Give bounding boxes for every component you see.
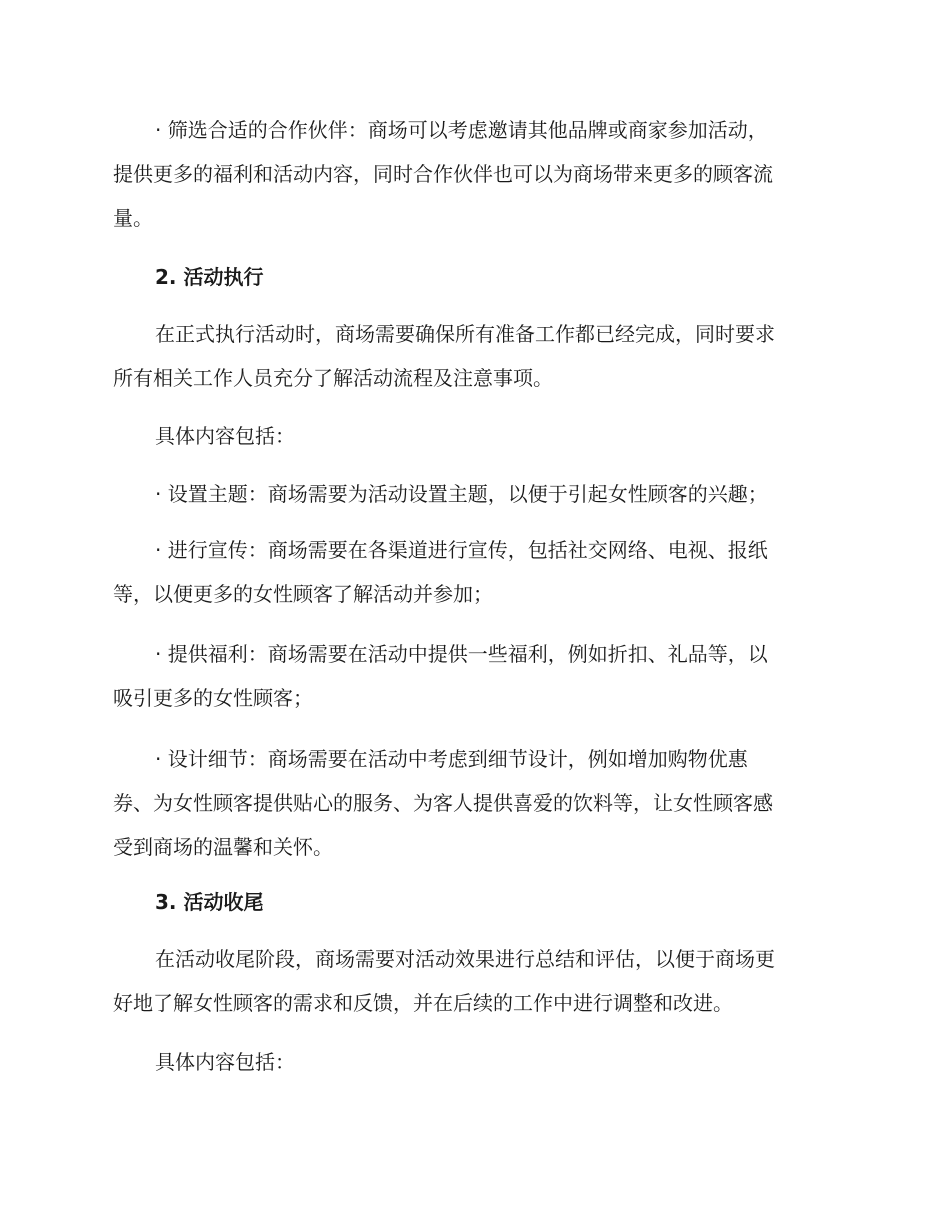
section-heading-closing: 3. 活动收尾	[155, 890, 264, 914]
paragraph-line: 好地了解女性顾客的需求和反馈，并在后续的工作中进行调整和改进。	[113, 991, 733, 1015]
bullet-line: · 提供福利：商场需要在活动中提供一些福利，例如折扣、礼品等，以	[155, 642, 768, 666]
bullet-line: · 设计细节：商场需要在活动中考虑到细节设计，例如增加购物优惠	[155, 747, 748, 771]
paragraph-line: · 筛选合适的合作伙伴：商场可以考虑邀请其他品牌或商家参加活动，	[155, 118, 768, 142]
execution-intro-paragraph	[113, 312, 833, 400]
bullet-line: · 设置主题：商场需要为活动设置主题，以便于引起女性顾客的兴趣；	[155, 482, 768, 506]
bullet-line: 等，以便更多的女性顾客了解活动并参加；	[113, 582, 493, 606]
bullet-theme	[113, 472, 833, 516]
paragraph-line: 在正式执行活动时，商场需要确保所有准备工作都已经完成，同时要求	[155, 322, 775, 346]
content-label	[113, 414, 833, 458]
paragraph-line: 所有相关工作人员充分了解活动流程及注意事项。	[113, 366, 553, 390]
bullet-line: 受到商场的温馨和关怀。	[113, 835, 333, 859]
paragraph-line: 在活动收尾阶段，商场需要对活动效果进行总结和评估，以便于商场更	[155, 947, 775, 971]
bullet-details	[113, 737, 833, 869]
paragraph-line: 具体内容包括：	[155, 424, 295, 448]
bullet-line: · 进行宣传：商场需要在各渠道进行宣传，包括社交网络、电视、报纸	[155, 538, 768, 562]
bullet-benefits	[113, 632, 833, 720]
paragraph-line: 提供更多的福利和活动内容，同时合作伙伴也可以为商场带来更多的顾客流	[113, 162, 773, 186]
partner-paragraph	[113, 108, 833, 240]
bullet-promotion	[113, 528, 833, 616]
bullet-line: 吸引更多的女性顾客；	[113, 686, 313, 710]
section-heading-execution: 2. 活动执行	[155, 265, 264, 289]
bullet-line: 券、为女性顾客提供贴心的服务、为客人提供喜爱的饮料等，让女性顾客感	[113, 791, 773, 815]
paragraph-line: 具体内容包括：	[155, 1050, 295, 1074]
content-label	[113, 1040, 833, 1084]
closing-intro-paragraph	[113, 937, 833, 1025]
paragraph-line: 量。	[113, 206, 153, 230]
